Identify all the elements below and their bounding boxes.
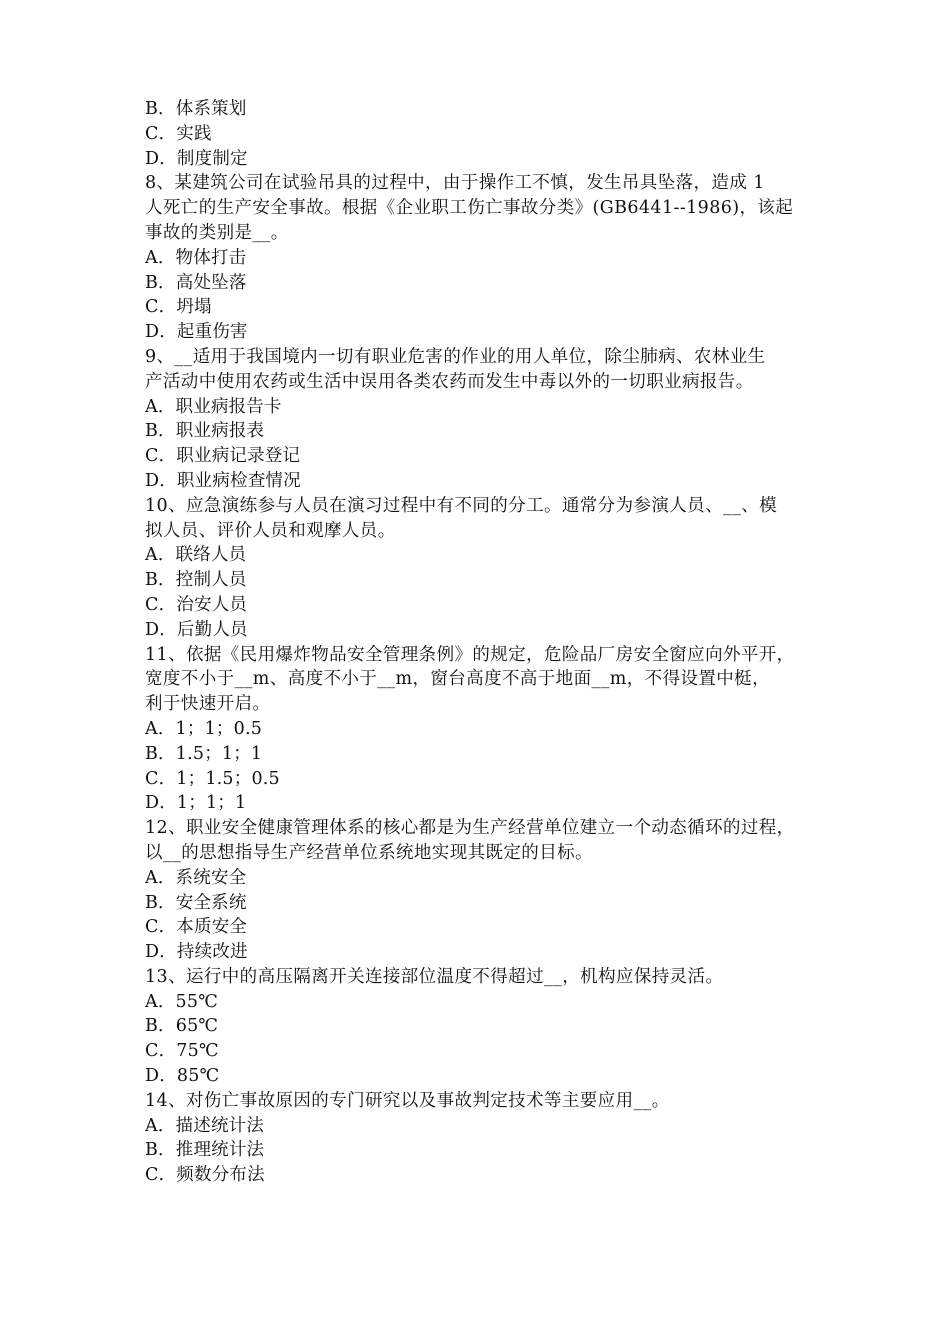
question-text-line: 12、职业安全健康管理体系的核心都是为生产经营单位建立一个动态循环的过程，	[145, 818, 795, 839]
answer-option	[145, 717, 825, 742]
answer-option	[145, 295, 825, 320]
question-text-line: 人死亡的生产安全事故。根据《企业职工伤亡事故分类》(GB6441--1986)，该起	[145, 198, 794, 219]
question-text-line: 利于快速开启。	[145, 694, 271, 715]
answer-option	[145, 1138, 825, 1163]
answer-option	[145, 395, 825, 420]
answer-option	[145, 1163, 825, 1188]
answer-option	[145, 419, 825, 444]
question-text-line: 产活动中使用农药或生活中误用各类农药而发生中毒以外的一切职业病报告。	[145, 371, 754, 392]
answer-option	[145, 990, 825, 1015]
option-text: B．1.5；1；1	[145, 743, 263, 764]
option-text: A．物体打击	[145, 247, 247, 268]
question-text-line: 9、__适用于我国境内一切有职业危害的作业的用人单位，除尘肺病、农林业生	[145, 346, 766, 367]
answer-option	[145, 444, 825, 469]
option-text: A．职业病报告卡	[145, 396, 282, 417]
question-stem	[145, 1089, 825, 1114]
question-stem	[145, 643, 825, 717]
answer-option	[145, 1114, 825, 1139]
option-text: C．职业病记录登记	[145, 446, 301, 467]
question-text-line: 宽度不小于__m、高度不小于__m，窗台高度不高于地面__m，不得设置中梃，	[145, 669, 770, 690]
option-text: C．治安人员	[145, 594, 248, 615]
answer-option	[145, 940, 825, 965]
question-text-line: 8、某建筑公司在试验吊具的过程中，由于操作工不慎，发生吊具坠落，造成 1	[145, 173, 765, 194]
answer-option	[145, 791, 825, 816]
option-text: D．85℃	[145, 1066, 220, 1087]
question-text-line: 10、应急演练参与人员在演习过程中有不同的分工。通常分为参演人员、__、模	[145, 495, 778, 516]
answer-option	[145, 246, 825, 271]
option-text: D．职业病检查情况	[145, 470, 301, 491]
question-text-line: 以__的思想指导生产经营单位系统地实现其既定的目标。	[145, 842, 593, 863]
option-text: C．实践	[145, 123, 212, 144]
answer-option	[145, 568, 825, 593]
option-text: C．75℃	[145, 1041, 219, 1062]
question-stem	[145, 965, 825, 990]
answer-option	[145, 1014, 825, 1039]
question-text-line: 14、对伤亡事故原因的专门研究以及事故判定技术等主要应用__。	[145, 1090, 670, 1111]
answer-option	[145, 122, 825, 147]
question-stem	[145, 494, 825, 544]
option-text: B．职业病报表	[145, 421, 265, 442]
answer-option	[145, 271, 825, 296]
option-text: B．体系策划	[145, 99, 247, 119]
answer-option	[145, 1039, 825, 1064]
option-text: B．安全系统	[145, 892, 247, 913]
option-text: B．控制人员	[145, 570, 247, 591]
question-text-line: 11、依据《民用爆炸物品安全管理条例》的规定，危险品厂房安全窗应向外平开，	[145, 644, 795, 665]
answer-option	[145, 866, 825, 891]
option-text: A．系统安全	[145, 867, 247, 888]
answer-option	[145, 543, 825, 568]
question-text-line: 13、运行中的高压隔离开关连接部位温度不得超过__，机构应保持灵活。	[145, 966, 724, 987]
option-text: A．描述统计法	[145, 1115, 265, 1136]
option-text: D．制度制定	[145, 148, 248, 169]
option-text: C．本质安全	[145, 917, 248, 938]
answer-option	[145, 618, 825, 643]
option-text: B．推理统计法	[145, 1140, 265, 1161]
option-text: C．频数分布法	[145, 1165, 265, 1186]
answer-option	[145, 767, 825, 792]
question-text-line: 拟人员、评价人员和观摩人员。	[145, 520, 396, 541]
option-text: D．1；1；1	[145, 793, 247, 814]
option-text: B．高处坠落	[145, 272, 247, 293]
document-body	[145, 97, 825, 1188]
answer-option	[145, 320, 825, 345]
option-text: A．联络人员	[145, 545, 247, 566]
question-stem	[145, 345, 825, 395]
answer-option	[145, 891, 825, 916]
answer-option	[145, 97, 825, 122]
question-stem	[145, 816, 825, 866]
option-text: D．后勤人员	[145, 619, 248, 640]
option-text: A．55℃	[145, 991, 218, 1012]
option-text: B．65℃	[145, 1016, 219, 1037]
option-text: D．持续改进	[145, 942, 248, 963]
option-text: C．坍塌	[145, 297, 212, 318]
option-text: A．1；1；0.5	[145, 718, 263, 739]
option-text: D．起重伤害	[145, 322, 248, 343]
answer-option	[145, 915, 825, 940]
answer-option	[145, 1064, 825, 1089]
question-text-line: 事故的类别是__。	[145, 222, 289, 243]
answer-option	[145, 593, 825, 618]
option-text: C．1；1.5；0.5	[145, 768, 280, 789]
question-stem	[145, 171, 825, 245]
answer-option	[145, 742, 825, 767]
answer-option	[145, 469, 825, 494]
answer-option	[145, 147, 825, 172]
